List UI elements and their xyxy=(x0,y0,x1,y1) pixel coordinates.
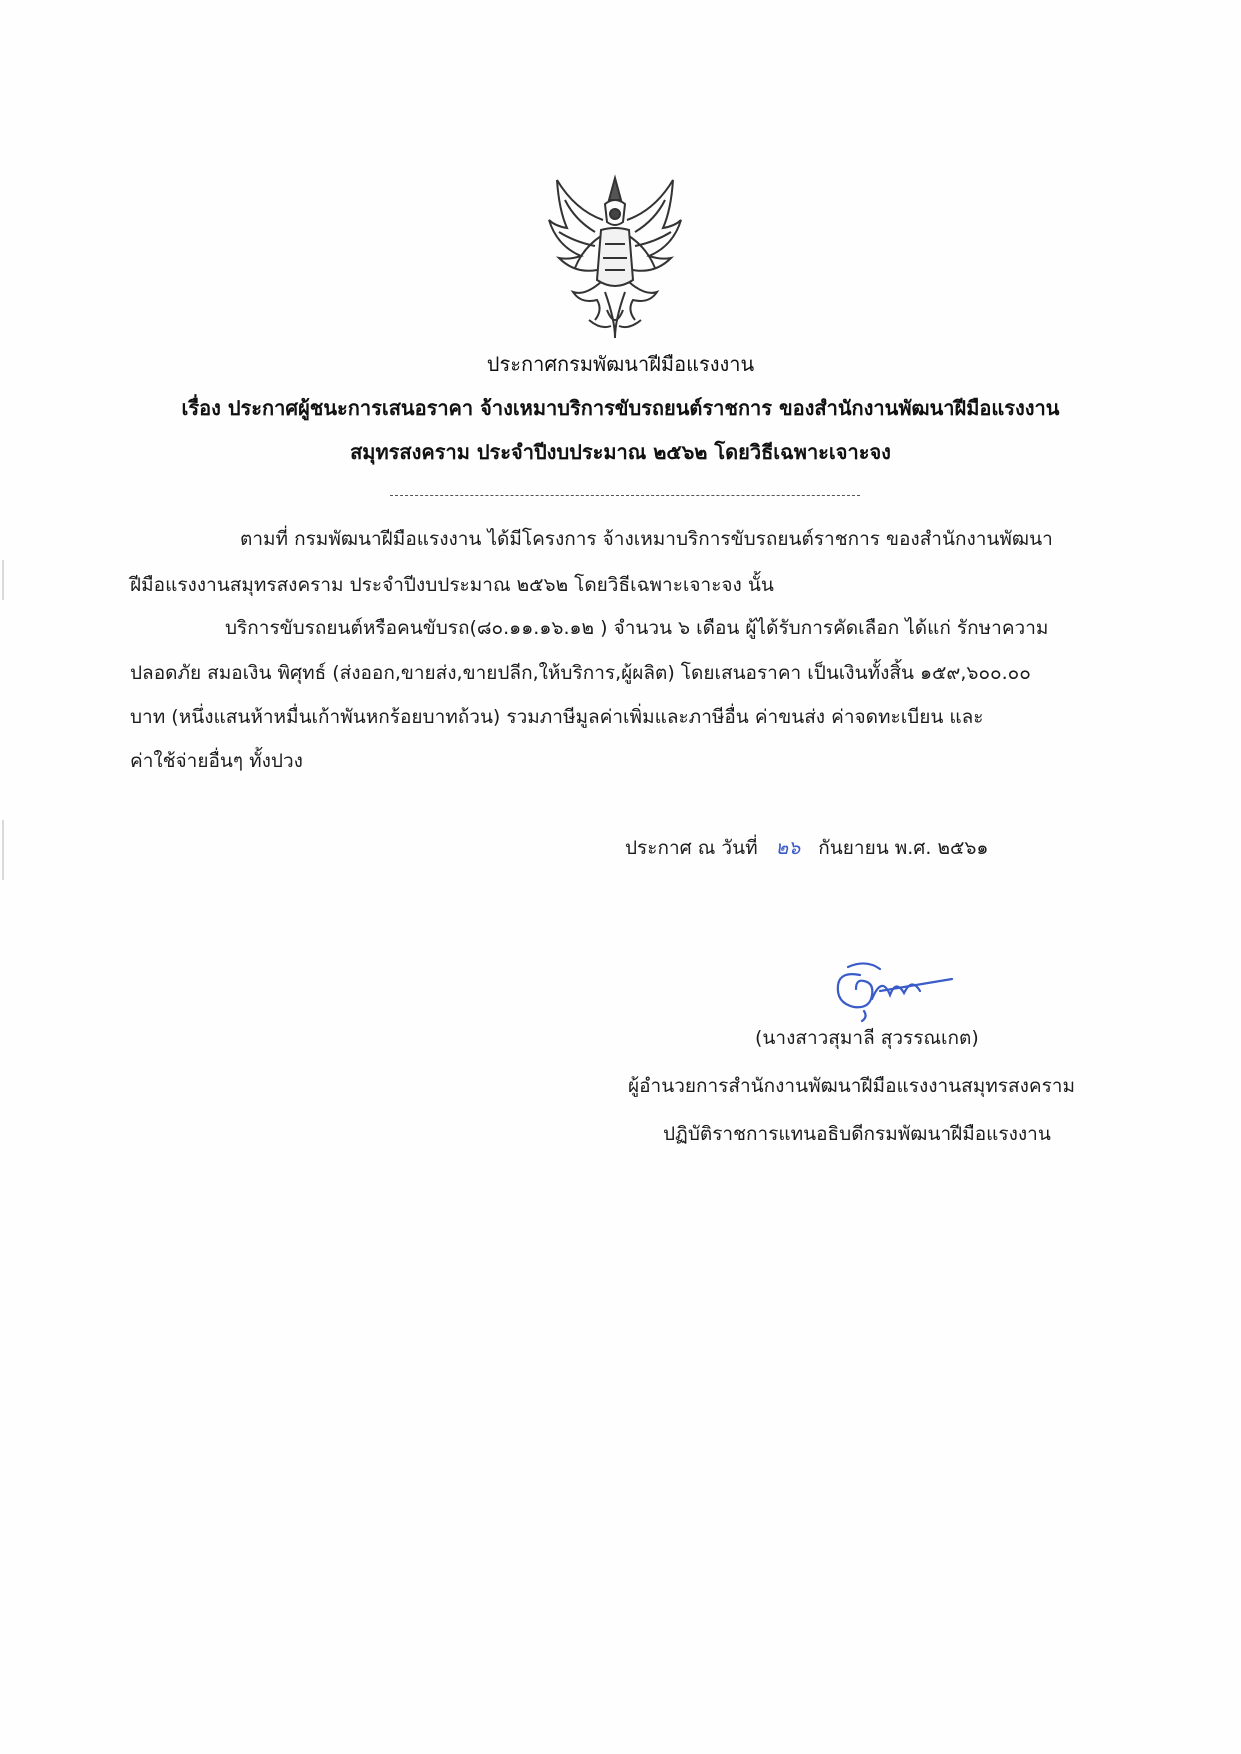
paragraph-2-line-2: ปลอดภัย สมอเงิน พิศุทธ์ (ส่งออก,ขายส่ง,ขายปลีก,ให้บริการ,ผู้ผลิต) โดยเสนอราคา เป็นเงินทั้งสิ้น ๑๕๙,๖๐๐.๐๐ xyxy=(130,662,1031,684)
signatory-position: ผู้อำนวยการสำนักงานพัฒนาฝีมือแรงงานสมุทรสงคราม xyxy=(628,1075,1075,1097)
scan-edge-mark xyxy=(2,560,4,600)
paragraph-2-line-3: บาท (หนึ่งแสนห้าหมื่นเก้าพันหกร้อยบาทถ้วน) รวมภาษีมูลค่าเพิ่มและภาษีอื่น ค่าขนส่ง ค่าจดทะเบียน และ xyxy=(130,706,984,728)
subject-line-1: เรื่อง ประกาศผู้ชนะการเสนอราคา จ้างเหมาบริการขับรถยนต์ราชการ ของสำนักงานพัฒนาฝีมือแรงงาน xyxy=(181,396,1060,420)
scan-edge-mark xyxy=(2,820,4,880)
signature-icon xyxy=(820,955,960,1025)
paragraph-2-line-4: ค่าใช้จ่ายอื่นๆ ทั้งปวง xyxy=(130,750,303,772)
paragraph-1-line-1: ตามที่ กรมพัฒนาฝีมือแรงงาน ได้มีโครงการ จ้างเหมาบริการขับรถยนต์ราชการ ของสำนักงานพัฒนา xyxy=(240,528,1053,550)
date-prefix: ประกาศ ณ วันที่ xyxy=(625,837,758,859)
announcement-date xyxy=(625,834,988,862)
signatory-name: (นางสาวสุมาลี สุวรรณเกต) xyxy=(755,1027,979,1049)
announcement-title: ประกาศกรมพัฒนาฝีมือแรงงาน xyxy=(486,352,755,376)
signatory-acting: ปฏิบัติราชการแทนอธิบดีกรมพัฒนาฝีมือแรงงาน xyxy=(663,1123,1051,1145)
date-day-handwritten: ๒๖ xyxy=(775,837,801,859)
paragraph-2-line-1: บริการขับรถยนต์หรือคนขับรถ(๘๐.๑๑.๑๖.๑๒ ) จำนวน ๖ เดือน ผู้ได้รับการคัดเลือก ได้แก่ รักษาความ xyxy=(225,617,1049,639)
paragraph-1-line-2: ฝีมือแรงงานสมุทรสงคราม ประจำปีงบประมาณ ๒๕๖๒ โดยวิธีเฉพาะเจาะจง นั้น xyxy=(130,574,774,596)
subject-line-2: สมุทรสงคราม ประจำปีงบประมาณ ๒๕๖๒ โดยวิธีเฉพาะเจาะจง xyxy=(350,440,891,464)
garuda-emblem-icon xyxy=(545,170,685,342)
date-month-year: กันยายน พ.ศ. ๒๕๖๑ xyxy=(818,837,989,859)
divider xyxy=(390,495,860,496)
